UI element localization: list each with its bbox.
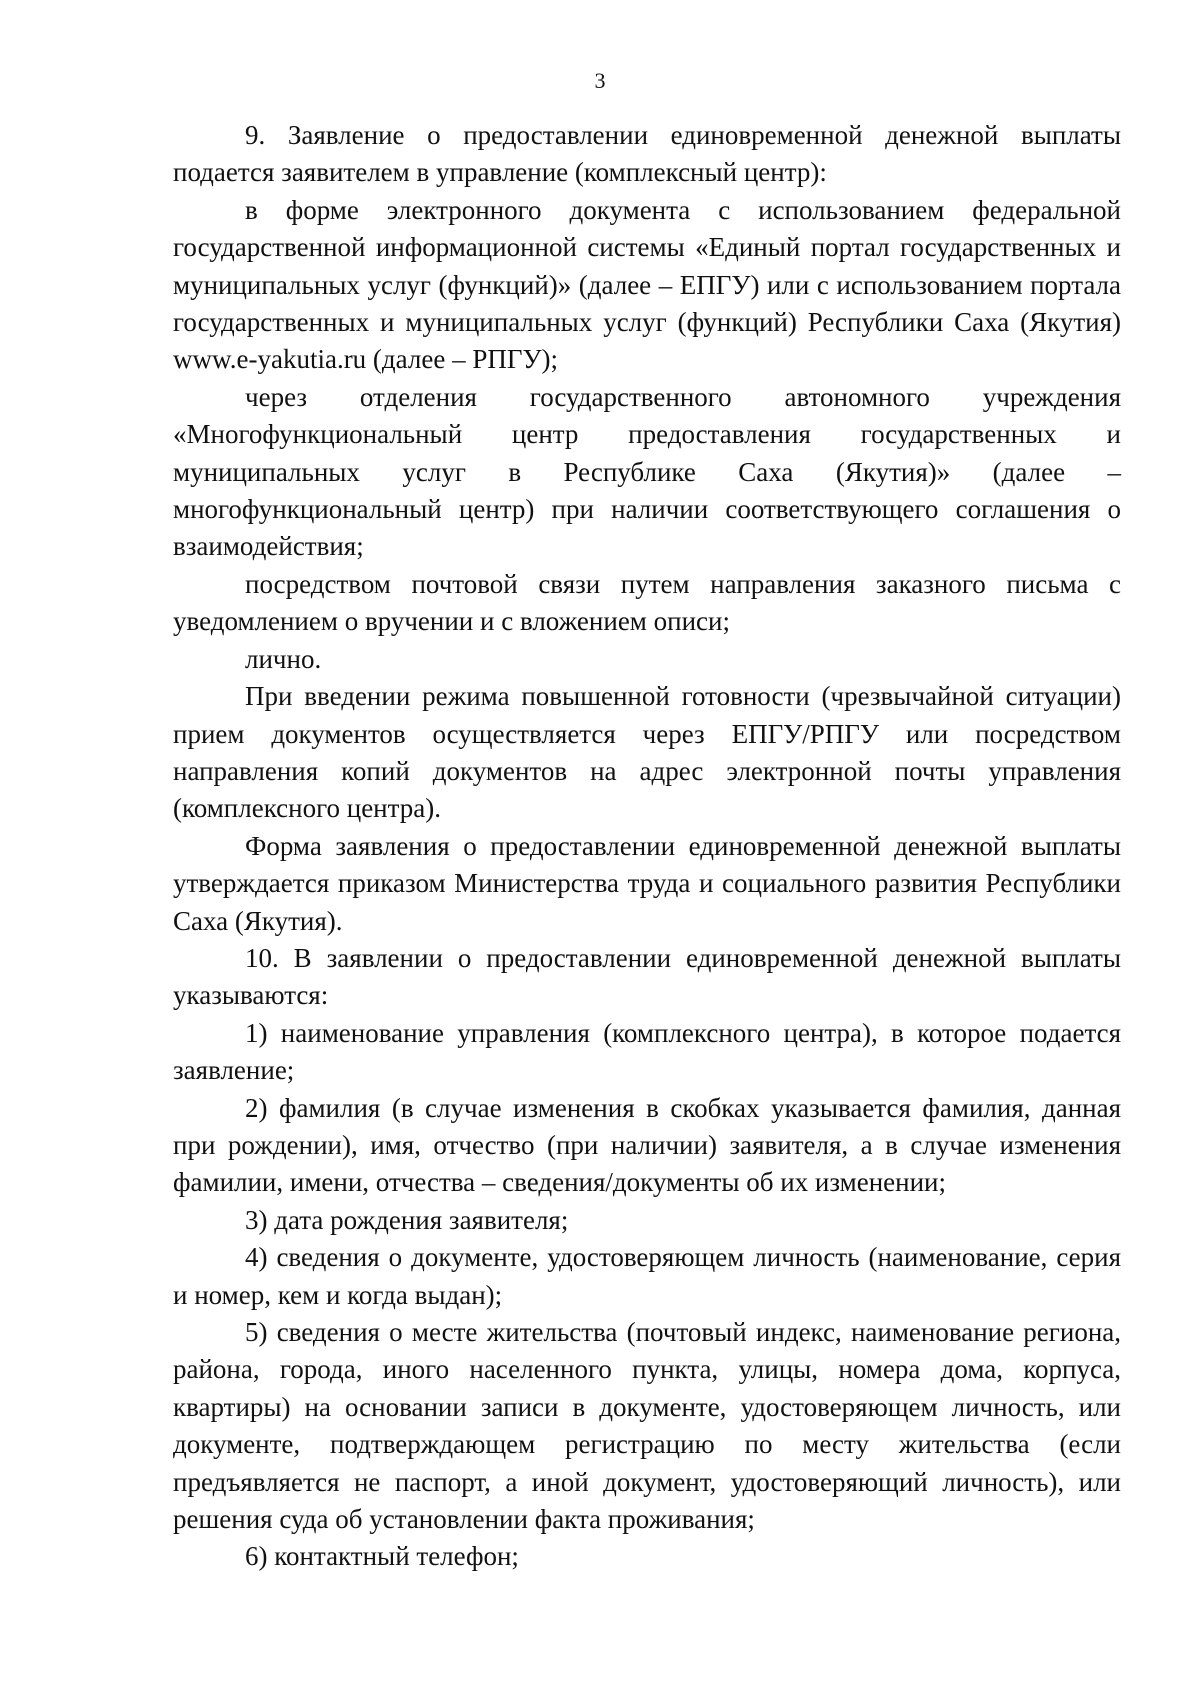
- list-item-6: 6) контактный телефон;: [245, 1541, 519, 1572]
- list-item-4: 4) сведения о документе, удостоверяющем личность (наименование, серия и номер, кем и когда выдан);: [173, 1242, 1121, 1310]
- paragraph-in-person: лично.: [245, 643, 322, 674]
- paragraph-emergency: При введении режима повышенной готовности (чрезвычайной ситуации) прием документов осуществляется через ЕПГУ/РПГУ или посредством направления копий документов на адрес электронной почты управления (комплексного центра).: [173, 681, 1121, 824]
- document-body: [173, 117, 1121, 1576]
- page-number: 3: [594, 68, 606, 93]
- paragraph-electronic-form: в форме электронного документа с использованием федеральной государственной информационной системы «Единый портал государственных и муниципальных услуг (функций)» (далее – ЕПГУ) или с использованием портала государственных и муниципальных услуг (функций) Республики Саха (Якутия) www.e-yakutia.ru (далее – РПГУ);: [173, 194, 1121, 375]
- list-item-1: 1) наименование управления (комплексного центра), в которое подается заявление;: [173, 1017, 1121, 1086]
- paragraph-9-application: 9. Заявление о предоставлении единовременной денежной выплаты подается заявителем в управление (комплексный центр):: [173, 120, 1121, 188]
- list-item-2: 2) фамилия (в случае изменения в скобках указывается фамилия, данная при рождении), имя, отчество (при наличии) заявителя, а в случае изменения фамилии, имени, отчества – сведения/документы об их изменении;: [173, 1092, 1121, 1198]
- paragraph-postal: посредством почтовой связи путем направления заказного письма с уведомлением о вручении и с вложением описи;: [173, 568, 1121, 637]
- paragraph-form-approval: Форма заявления о предоставлении единовременной денежной выплаты утверждается приказом Министерства труда и социального развития Республики Саха (Якутия).: [173, 830, 1121, 936]
- list-item-5: 5) сведения о месте жительства (почтовый индекс, наименование региона, района, города, иного населенного пункта, улицы, номера дома, корпуса, квартиры) на основании записи в документе, удостоверяющем личность, или документе, подтверждающем регистрацию по месту жительства (если предъявляется не паспорт, а иной документ, удостоверяющий личность), или решения суда об установлении факта проживания;: [173, 1317, 1121, 1535]
- paragraph-mfc: через отделения государственного автономного учреждения «Многофункциональный центр предоставления государственных и муниципальных услуг в Республике Саха (Якутия)» (далее – многофункциональный центр) при наличии соответствующего соглашения о взаимодействия;: [173, 381, 1121, 562]
- paragraph-10-contents: 10. В заявлении о предоставлении единовременной денежной выплаты указываются:: [173, 942, 1121, 1011]
- list-item-3: 3) дата рождения заявителя;: [245, 1204, 569, 1235]
